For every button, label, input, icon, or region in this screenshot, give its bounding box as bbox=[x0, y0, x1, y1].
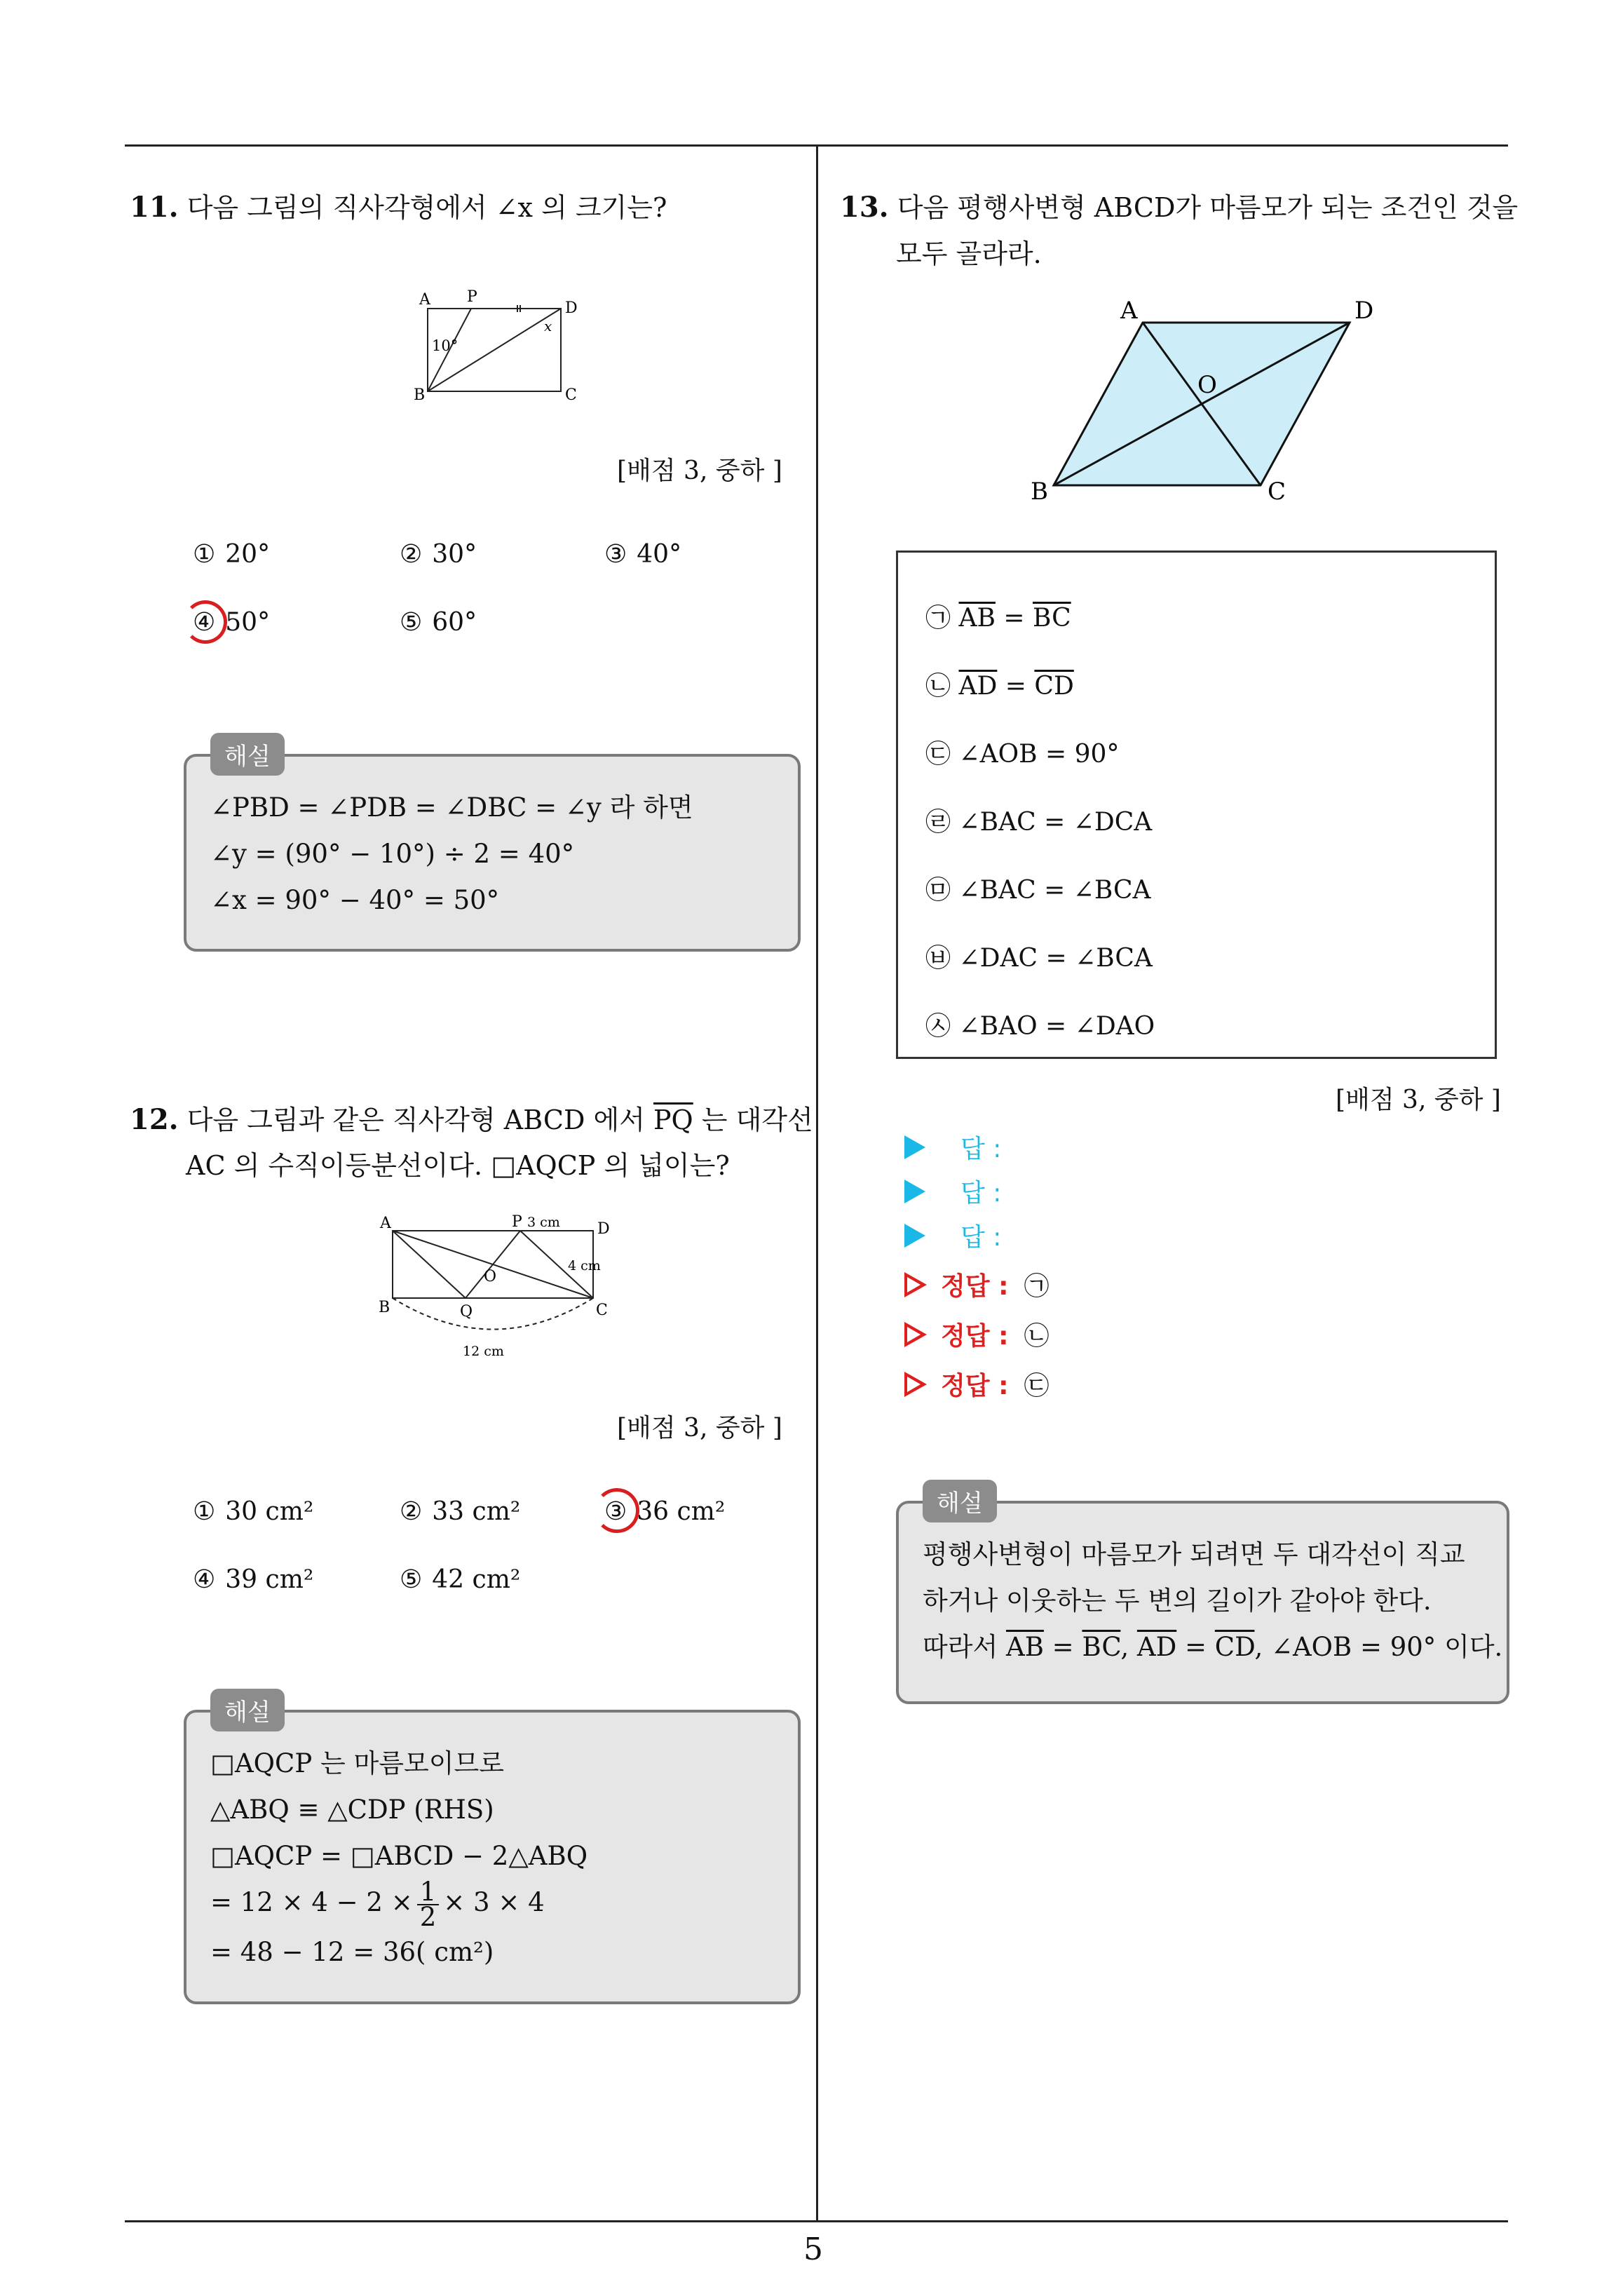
q13-label-a: A bbox=[1120, 297, 1138, 325]
q13-condition-7: ㉦ ∠BAO = ∠DAO bbox=[925, 1012, 1155, 1041]
q12-label-q: Q bbox=[460, 1303, 473, 1321]
page-number: 5 bbox=[803, 2231, 823, 2267]
q11-score: [배점 3, 중하 ] bbox=[617, 457, 782, 485]
q13-condition-4: ㉣ ∠BAC = ∠DCA bbox=[925, 808, 1153, 837]
q13-label-c: C bbox=[1268, 478, 1286, 506]
q11-explanation-tag: 해설 bbox=[210, 733, 285, 776]
q11-label-d: D bbox=[565, 299, 578, 317]
q13-condition-3: ㉢ ∠AOB = 90° bbox=[925, 740, 1120, 769]
choice-text: 40° bbox=[637, 540, 682, 569]
q12-choice-4[interactable] bbox=[193, 1565, 313, 1594]
choice-mark: ② bbox=[400, 540, 423, 569]
q13-number: 13. bbox=[840, 191, 889, 224]
column-divider bbox=[816, 144, 818, 2222]
q12-figure bbox=[372, 1203, 638, 1364]
q13-explanation-line: 하거나 이웃하는 두 변의 길이가 같아야 한다. bbox=[923, 1586, 1432, 1616]
q11-answer-circle-icon bbox=[184, 600, 227, 644]
q12-choice-2[interactable] bbox=[400, 1497, 520, 1526]
q11-x-label: x bbox=[544, 318, 552, 335]
q12-score: [배점 3, 중하 ] bbox=[617, 1414, 782, 1443]
q11-number: 11. bbox=[130, 191, 179, 224]
q12-length-bottom: 12 cm bbox=[463, 1344, 504, 1359]
play-icon bbox=[904, 1180, 925, 1203]
q12-explanation-line: □AQCP = □ABCD − 2△ABQ bbox=[210, 1841, 588, 1871]
choice-text: 33 cm² bbox=[432, 1497, 521, 1526]
choice-text: 50° bbox=[225, 608, 271, 637]
q11-choice-5[interactable] bbox=[400, 608, 477, 637]
choice-mark: ② bbox=[400, 1497, 423, 1526]
play-icon bbox=[904, 1135, 925, 1159]
q12-text-a: 다음 그림과 같은 직사각형 ABCD 에서 bbox=[186, 1105, 653, 1135]
q11-choice-3[interactable] bbox=[604, 540, 681, 569]
choice-mark: ④ bbox=[193, 1565, 216, 1594]
q12-length-right: 4 cm bbox=[568, 1258, 601, 1274]
q12-explanation-line: = 48 − 12 = 36( cm²) bbox=[210, 1936, 494, 1967]
q13-answer-row-1[interactable]: 답 : bbox=[904, 1129, 1001, 1165]
choice-mark: ① bbox=[193, 1497, 216, 1526]
q13-explanation-line: 평행사변형이 마름모가 되려면 두 대각선이 직교 bbox=[923, 1539, 1465, 1569]
fraction: $\frac{1}{2}$ bbox=[417, 1880, 440, 1929]
q11-text: 다음 그림의 직사각형에서 ∠x 의 크기는? bbox=[186, 192, 667, 223]
choice-mark: ⑤ bbox=[400, 608, 423, 637]
choice-text: 30° bbox=[432, 540, 477, 569]
outline-triangle-icon bbox=[904, 1372, 927, 1397]
q13-explanation-tag: 해설 bbox=[923, 1480, 997, 1522]
q12-text-pq: $\overline{PQ}$ bbox=[653, 1105, 693, 1135]
q12-label-p: P bbox=[512, 1213, 522, 1231]
q11-explanation-line: ∠y = (90° − 10°) ÷ 2 = 40° bbox=[210, 839, 575, 869]
q12-label-a: A bbox=[380, 1215, 391, 1232]
q12-segment-aq bbox=[393, 1231, 466, 1298]
choice-text: 36 cm² bbox=[637, 1497, 726, 1526]
q12-choice-1[interactable] bbox=[193, 1497, 313, 1526]
choice-text: 20° bbox=[225, 540, 271, 569]
q13-answer-row-2[interactable]: 답 : bbox=[904, 1173, 1001, 1209]
q12-explanation-box bbox=[184, 1710, 801, 2004]
q11-header bbox=[130, 185, 667, 230]
q13-label-b: B bbox=[1031, 478, 1048, 506]
q13-correct-row-2: 정답 : ㉡ bbox=[904, 1316, 1050, 1352]
q11-explanation-line: ∠x = 90° − 40° = 50° bbox=[210, 885, 500, 915]
q12-number: 12. bbox=[130, 1103, 179, 1136]
play-icon bbox=[904, 1224, 925, 1248]
q12-text-b: 는 대각선 bbox=[693, 1105, 813, 1135]
q11-explanation-line: ∠PBD = ∠PDB = ∠DBC = ∠y 라 하면 bbox=[210, 792, 693, 823]
q12-segment-pq bbox=[466, 1231, 520, 1298]
q13-condition-2: ㉡ $\overline{AD} = \overline{CD}$ bbox=[925, 672, 1074, 701]
q13-correct-row-1: 정답 : ㉠ bbox=[904, 1267, 1050, 1302]
q12-bottom-arc bbox=[393, 1298, 593, 1330]
q13-condition-6: ㉥ ∠DAC = ∠BCA bbox=[925, 944, 1153, 973]
bottom-rule bbox=[125, 2220, 1508, 2222]
choice-text: 60° bbox=[432, 608, 477, 637]
choice-mark: ① bbox=[193, 540, 216, 569]
q11-label-b: B bbox=[414, 386, 426, 404]
q13-explanation-line: 따라서 $\overline{AB} = \overline{BC}$, $\overline{AD} = \overline{CD}$, ∠AOB = 90° 이다. bbox=[923, 1632, 1503, 1662]
q12-label-c: C bbox=[596, 1302, 608, 1319]
q12-label-o: O bbox=[484, 1268, 497, 1285]
q11-angle-label: 10° bbox=[432, 337, 459, 354]
choice-text: 39 cm² bbox=[225, 1565, 314, 1594]
q12-length-top: 3 cm bbox=[527, 1215, 560, 1230]
q12-label-d: D bbox=[597, 1220, 610, 1238]
q12-choice-5[interactable] bbox=[400, 1565, 520, 1594]
q13-text-line2: 모두 골라라. bbox=[896, 238, 1042, 269]
q13-condition-5: ㉤ ∠BAC = ∠BCA bbox=[925, 876, 1151, 905]
q12-explanation-line: △ABQ ≡ △CDP (RHS) bbox=[210, 1795, 494, 1825]
q11-choice-2[interactable] bbox=[400, 540, 477, 569]
q11-figure bbox=[407, 281, 589, 414]
q13-label-o: O bbox=[1197, 371, 1217, 399]
q13-label-d: D bbox=[1354, 297, 1374, 325]
q13-score: [배점 3, 중하 ] bbox=[1336, 1086, 1501, 1114]
choice-mark: ④ bbox=[193, 608, 216, 637]
choice-mark: ⑤ bbox=[400, 1565, 423, 1594]
q11-label-a: A bbox=[419, 291, 430, 309]
q11-label-p: P bbox=[467, 288, 477, 306]
q11-label-c: C bbox=[565, 386, 577, 404]
q12-explanation-tag: 해설 bbox=[210, 1689, 285, 1731]
q13-answer-row-3[interactable]: 답 : bbox=[904, 1217, 1001, 1253]
outline-triangle-icon bbox=[904, 1322, 927, 1347]
q13-figure bbox=[1024, 295, 1395, 512]
choice-text: 42 cm² bbox=[432, 1565, 521, 1594]
choice-text: 30 cm² bbox=[225, 1497, 314, 1526]
q13-explanation-box bbox=[896, 1501, 1509, 1704]
q13-text-line1: 다음 평행사변형 ABCD가 마름모가 되는 조건인 것을 bbox=[897, 192, 1519, 223]
outline-triangle-icon bbox=[904, 1272, 927, 1297]
q13-header bbox=[840, 185, 1518, 230]
q12-answer-circle-icon bbox=[595, 1488, 639, 1533]
q11-choice-1[interactable] bbox=[193, 540, 270, 569]
q12-text-line2: AC 의 수직이등분선이다. □AQCP 의 넓이는? bbox=[186, 1150, 730, 1181]
choice-mark: ③ bbox=[604, 1497, 627, 1526]
q12-explanation-line: □AQCP 는 마름모이므로 bbox=[210, 1748, 504, 1778]
q11-explanation-box bbox=[184, 754, 801, 952]
q12-label-b: B bbox=[379, 1299, 391, 1316]
choice-mark: ③ bbox=[604, 540, 627, 569]
q12-explanation-line-fraction: = 12 × 4 − 2 × $\frac{1}{2}$ × 3 × 4 bbox=[210, 1876, 545, 1932]
q13-correct-row-3: 정답 : ㉢ bbox=[904, 1366, 1050, 1402]
q13-condition-1: ㉠ $\overline{AB} = \overline{BC}$ bbox=[925, 604, 1071, 633]
q12-header bbox=[130, 1098, 813, 1142]
